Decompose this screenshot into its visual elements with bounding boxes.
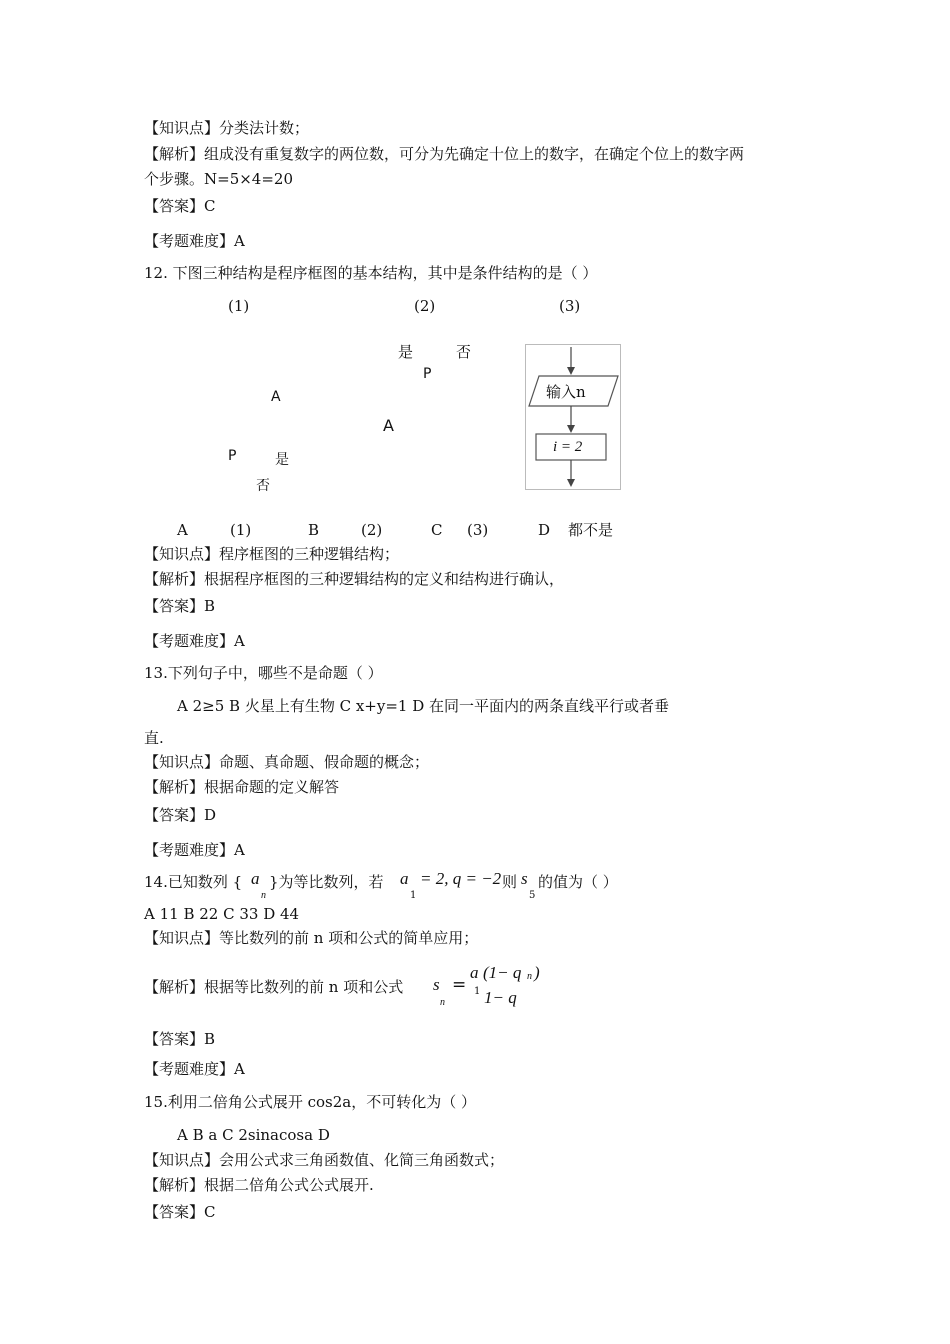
q14-analysis: 【解析】根据等比数列的前 n 项和公式 xyxy=(144,978,404,996)
formula-num-a: a xyxy=(470,963,479,982)
q12-option-c-text: (3) xyxy=(467,521,489,539)
q14-seq-sub: n xyxy=(261,890,266,901)
q12-stem: 12. 下图三种结构是程序框图的基本结构，其中是条件结构的是（ ） xyxy=(144,264,598,282)
q11-answer: 【答案】C xyxy=(144,197,216,215)
diagram2-condition-p: P xyxy=(423,366,432,382)
diagram2-no-label: 否 xyxy=(456,343,472,361)
q14-knowledge: 【知识点】等比数列的前 n 项和公式的简单应用； xyxy=(144,929,479,947)
diagram3-assign-text: i = 2 xyxy=(553,439,583,455)
q14-seq-a: a xyxy=(251,869,260,888)
q12-analysis: 【解析】根据程序框图的三种逻辑结构的定义和结构进行确认， xyxy=(144,570,565,588)
q13-options-1: A 2≥5 B 火星上有生物 C x+y=1 D 在同一平面内的两条直线平行或者垂 xyxy=(177,697,670,715)
q11-knowledge: 【知识点】分类法计数； xyxy=(144,119,310,137)
q14-answer: 【答案】B xyxy=(144,1030,216,1048)
q11-difficulty: 【考题难度】A xyxy=(144,232,245,250)
q13-options-2: 直. xyxy=(144,729,164,747)
formula-den: 1− q xyxy=(484,988,517,1007)
formula-s: s xyxy=(433,975,440,994)
q14-difficulty: 【考题难度】A xyxy=(144,1060,245,1078)
formula-num-rest: (1− q xyxy=(483,963,522,982)
q14-cond-sub: 1 xyxy=(410,890,417,901)
q13-stem: 13.下列句子中，哪些不是命题（ ） xyxy=(144,664,383,682)
q14-cond-rest: = 2, q = −2 xyxy=(420,869,502,888)
diagram1-condition-p: P xyxy=(228,448,237,464)
q12-option-b-letter: B xyxy=(308,521,320,539)
q12-option-a-letter: A xyxy=(177,521,188,539)
q12-option-d-text: 都不是 xyxy=(568,521,614,539)
q14-s-sub: 5 xyxy=(529,890,536,901)
q15-answer: 【答案】C xyxy=(144,1203,216,1221)
q12-option-c-letter: C xyxy=(431,521,443,539)
q11-analysis-1: 【解析】组成没有重复数字的两位数，可分为先确定十位上的数字，在确定个位上的数字两 xyxy=(144,145,745,163)
q13-knowledge: 【知识点】命题、真命题、假命题的概念； xyxy=(144,753,430,771)
q14-cond-a: a xyxy=(400,869,409,888)
diagram-label-1: (1) xyxy=(228,297,250,315)
formula-s-sub: n xyxy=(440,997,445,1008)
q13-analysis: 【解析】根据命题的定义解答 xyxy=(144,778,340,796)
q13-difficulty: 【考题难度】A xyxy=(144,841,245,859)
formula-num-close: ) xyxy=(534,963,540,982)
q15-stem: 15.利用二倍角公式展开 cos2a，不可转化为（ ） xyxy=(144,1093,477,1111)
q11-analysis-2: 个步骤。N=5×4=20 xyxy=(144,170,294,188)
q14-stem-a: 14.已知数列 { xyxy=(144,873,243,891)
diagram1-yes-label: 是 xyxy=(275,452,289,468)
formula-num-sub: 1 xyxy=(474,986,481,997)
formula-num-exp: n xyxy=(527,971,532,982)
q12-answer: 【答案】B xyxy=(144,597,216,615)
q12-knowledge: 【知识点】程序框图的三种逻辑结构； xyxy=(144,545,400,563)
q15-knowledge: 【知识点】会用公式求三角函数值、化简三角函数式； xyxy=(144,1151,505,1169)
q14-s-var: s xyxy=(521,869,528,888)
q12-option-b-text: (2) xyxy=(361,521,383,539)
diagram1-process-a: A xyxy=(271,389,281,405)
diagram3-input-text: 输入n xyxy=(546,383,586,401)
formula-equals: = xyxy=(452,975,467,995)
diagram2-process-a: A xyxy=(383,416,394,435)
q12-difficulty: 【考题难度】A xyxy=(144,632,245,650)
diagram-label-3: (3) xyxy=(559,297,581,315)
diagram3-flowchart xyxy=(525,344,621,490)
q14-options: A 11 B 22 C 33 D 44 xyxy=(144,905,300,923)
q12-option-a-text: (1) xyxy=(230,521,252,539)
q14-stem-d: 的值为（ ） xyxy=(538,873,618,891)
q13-answer: 【答案】D xyxy=(144,806,217,824)
q15-options: A B a C 2sinacosa D xyxy=(177,1126,330,1144)
q14-stem-c: 则 xyxy=(502,873,518,891)
q14-stem-b: }为等比数列，若 xyxy=(269,873,384,891)
diagram-label-2: (2) xyxy=(414,297,436,315)
q12-option-d-letter: D xyxy=(538,521,551,539)
diagram1-no-label: 否 xyxy=(256,478,270,494)
diagram2-yes-label: 是 xyxy=(398,343,414,361)
q15-analysis: 【解析】根据二倍角公式公式展开. xyxy=(144,1176,374,1194)
